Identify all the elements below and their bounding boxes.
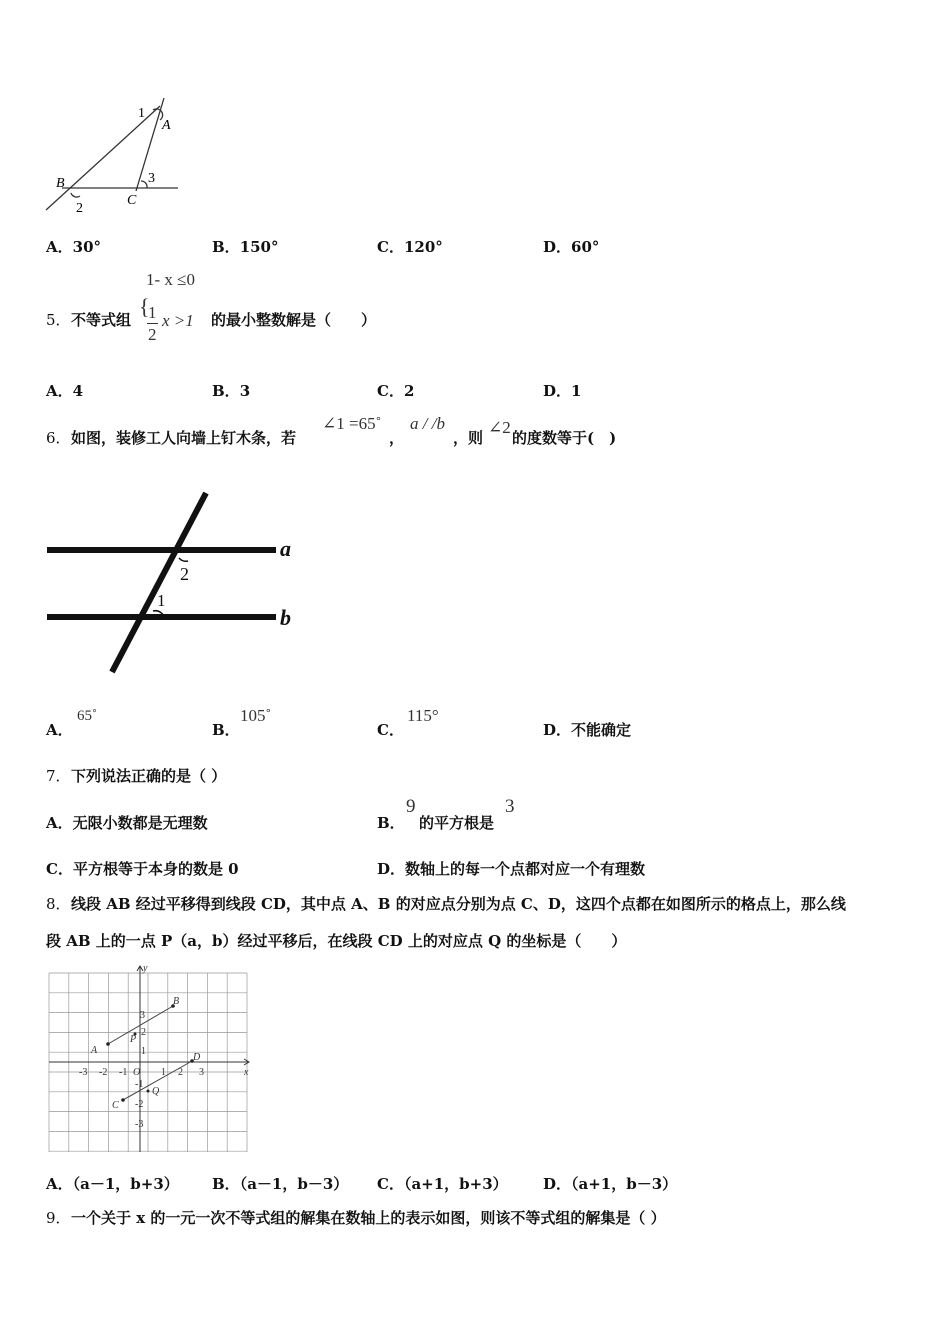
grid-x-tick-1: 1 [161, 1067, 166, 1078]
grid-x-tick-neg2: -2 [99, 1067, 108, 1078]
parallel-lines-figure [40, 488, 310, 678]
q7-number: 7． [46, 767, 71, 785]
q5-fraction-numerator: 1 [148, 303, 157, 322]
triangle-label-1: 1 [138, 106, 145, 121]
grid-y-tick-neg1: -1 [135, 1079, 144, 1090]
grid-x-tick-2: 2 [178, 1067, 183, 1078]
q5-fraction-denominator: 2 [148, 325, 157, 344]
q5-option-a[interactable]: A．4 [46, 382, 84, 400]
q8-option-d[interactable]: D．（a+1，b－3） [543, 1175, 678, 1193]
q6-option-d[interactable]: D．不能确定 [543, 721, 632, 739]
q7-text: 下列说法正确的是（ ） [71, 767, 227, 785]
grid-y-tick-neg3: -3 [135, 1119, 144, 1130]
grid-axis-x: x [244, 1067, 249, 1078]
q6-text-3: 的度数等于( ) [512, 429, 617, 447]
grid-point-A: A [91, 1045, 98, 1056]
q5-option-d[interactable]: D．1 [543, 382, 582, 400]
q7-option-b-text[interactable]: 的平方根是 [419, 814, 495, 832]
triangle-label-3: 3 [148, 171, 155, 186]
q8-option-c[interactable]: C．（a+1，b+3） [377, 1175, 508, 1193]
grid-point-P: P [130, 1034, 137, 1045]
q6-number: 6． [46, 429, 71, 447]
grid-x-tick-3: 3 [199, 1067, 204, 1078]
q9-number: 9． [46, 1209, 71, 1227]
parallel-label-a: a [280, 536, 291, 561]
q6-comma: ， [389, 429, 405, 447]
q6-angle1-expression: ∠1 =65˚ [322, 414, 382, 433]
q6-option-a-value[interactable]: 65˚ [77, 708, 97, 724]
q5-text-before: 不等式组 [71, 311, 132, 329]
q8-line-1: 线段 AB 经过平移得到线段 CD，其中点 A、B 的对应点分别为点 C、D，这四个点都在如图所示的格点上，那么线 [71, 895, 846, 913]
grid-x-tick-neg1: -1 [119, 1067, 128, 1078]
grid-point-C: C [112, 1100, 119, 1111]
grid-point-D: D [193, 1052, 201, 1063]
q7-option-b-math-1[interactable]: 9 [406, 796, 416, 817]
triangle-label-A: A [162, 118, 171, 133]
q5-fraction-bar [147, 323, 158, 324]
triangle-figure [40, 92, 190, 222]
parallel-label-1: 1 [157, 591, 166, 610]
q7-option-b-math-2[interactable]: 3 [505, 796, 515, 817]
q5-option-b[interactable]: B．3 [212, 382, 251, 400]
grid-origin: O [133, 1067, 141, 1078]
grid-y-tick-2: 2 [141, 1027, 146, 1038]
q6-option-b-letter[interactable]: B． [212, 721, 240, 739]
parallel-label-b: b [280, 605, 291, 630]
parallel-label-2: 2 [180, 564, 189, 584]
q4-option-b[interactable]: B．150° [212, 238, 279, 256]
q8-number: 8． [46, 895, 71, 913]
q6-parallel-expression: a / /b [410, 414, 445, 433]
q5-option-c[interactable]: C．2 [377, 382, 415, 400]
grid-y-tick-3: 3 [140, 1010, 145, 1021]
q6-text-1: 如图，装修工人向墙上钉木条，若 [71, 429, 297, 447]
q8-option-a[interactable]: A．（a－1，b+3） [46, 1175, 179, 1193]
triangle-label-B: B [56, 176, 65, 191]
q5-number: 5． [46, 311, 71, 329]
grid-axis-y: y [143, 963, 148, 974]
grid-point-Q: Q [152, 1086, 160, 1097]
q7-option-b-letter[interactable]: B． [377, 814, 405, 832]
coordinate-grid-figure [44, 962, 259, 1158]
q6-option-c-value[interactable]: 115° [407, 706, 439, 725]
q4-option-d[interactable]: D．60° [543, 238, 600, 256]
q4-option-c[interactable]: C．120° [377, 238, 443, 256]
q6-text-2: ，则 [453, 429, 484, 447]
grid-y-tick-neg2: -2 [135, 1099, 144, 1110]
q5-inequality-2: x >1 [162, 311, 194, 330]
q7-option-c[interactable]: C．平方根等于本身的数是 0 [46, 860, 239, 878]
q8-option-b[interactable]: B．（a－1，b－3） [212, 1175, 349, 1193]
grid-x-tick-neg3: -3 [79, 1067, 88, 1078]
grid-point-B: B [173, 996, 180, 1007]
q6-option-c-letter[interactable]: C． [377, 721, 404, 739]
q5-brace: { [139, 294, 150, 319]
triangle-label-2: 2 [76, 201, 83, 216]
grid-y-tick-1: 1 [141, 1046, 146, 1057]
triangle-label-C: C [127, 193, 137, 208]
q5-inequality-1: 1- x ≤0 [146, 270, 195, 289]
q4-option-a[interactable]: A．30° [46, 238, 102, 256]
q8-line-2: 段 AB 上的一点 P（a，b）经过平移后，在线段 CD 上的对应点 Q 的坐标是（ ） [46, 932, 627, 950]
q6-option-a-letter[interactable]: A． [46, 721, 73, 739]
q6-angle2-expression: ∠2 [488, 418, 511, 437]
q7-option-d[interactable]: D．数轴上的每一个点都对应一个有理数 [377, 860, 646, 878]
q5-text-after: 的最小整数解是（ ） [211, 311, 377, 329]
q7-option-a[interactable]: A．无限小数都是无理数 [46, 814, 208, 832]
q6-option-b-value[interactable]: 105˚ [240, 706, 272, 725]
q9-text: 一个关于 x 的一元一次不等式组的解集在数轴上的表示如图，则该不等式组的解集是（ ） [71, 1209, 666, 1227]
